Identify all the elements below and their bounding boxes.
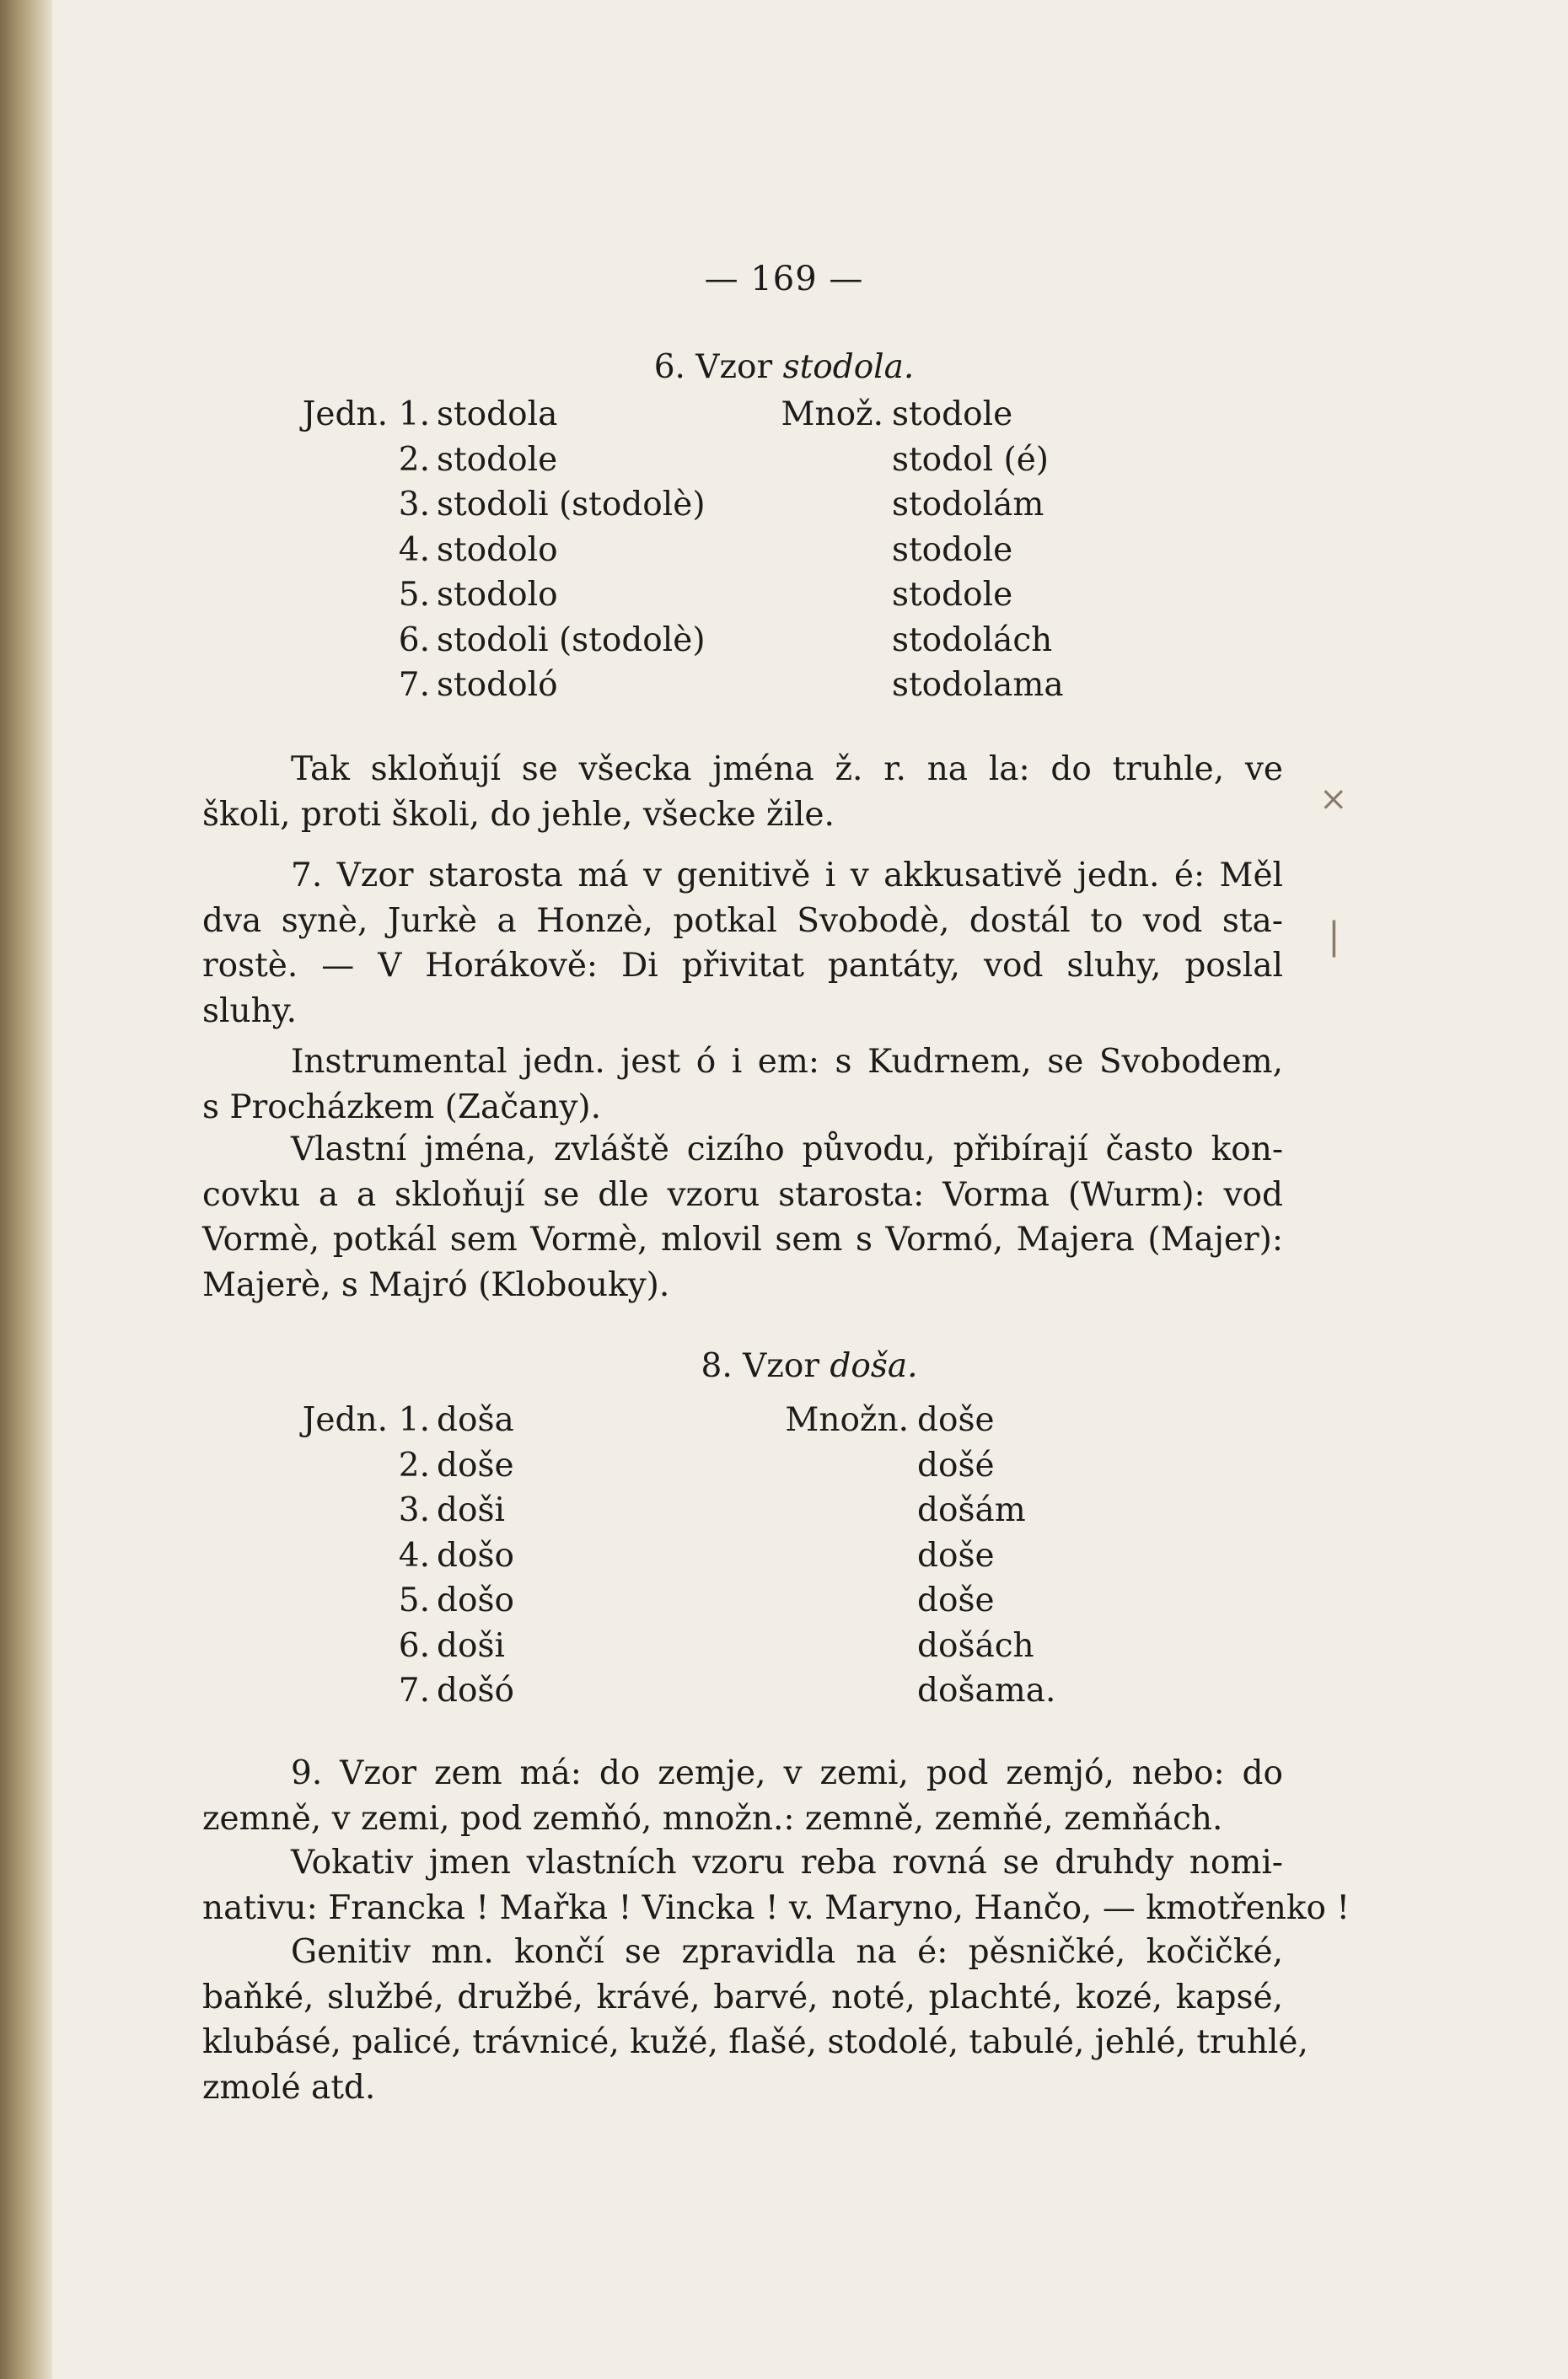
paragraph-tak bbox=[202, 747, 1283, 837]
section6-declension-table bbox=[295, 392, 1064, 708]
case-number: 4. bbox=[398, 1536, 430, 1575]
text-line: zemně, v zemi, pod zemňó, množn.: zemně, zemňé, zemňách. bbox=[202, 1799, 1223, 1838]
case-number: 3. bbox=[398, 1491, 430, 1529]
plural-form: stodole bbox=[892, 530, 1013, 569]
table-row bbox=[295, 1668, 1055, 1714]
singular-form: stodole bbox=[437, 440, 558, 479]
table-row bbox=[295, 1488, 1055, 1533]
singular-form: stodola bbox=[437, 395, 558, 433]
singular-form: došó bbox=[437, 1672, 514, 1710]
singular-form: stodolo bbox=[437, 576, 558, 614]
text-line: Vokativ jmen vlastních vzoru reba rovná se druhdy nomi- bbox=[291, 1844, 1283, 1882]
text-line: 9. Vzor zem má: do zemje, v zemi, pod zemjó, nebo: do bbox=[291, 1754, 1283, 1792]
case-number: 4. bbox=[398, 530, 430, 569]
text-line: školi, proti školi, do jehle, všecke žile. bbox=[202, 795, 835, 834]
plural-form: stodolama bbox=[892, 666, 1064, 704]
paragraph-vlastni bbox=[202, 1127, 1283, 1308]
table-row bbox=[295, 1443, 1055, 1489]
case-number: 5. bbox=[398, 576, 430, 614]
plural-form: stodol (é) bbox=[892, 440, 1049, 479]
text-line: baňké, službé, družbé, krávé, barvé, noté, plachté, kozé, kapsé, bbox=[202, 1978, 1283, 2017]
plural-form: stodole bbox=[892, 395, 1013, 433]
case-number: 1. bbox=[398, 1401, 430, 1439]
singular-form: stodoli (stodolè) bbox=[437, 620, 706, 659]
case-number: 6. bbox=[398, 1626, 430, 1665]
label-singular: Jedn. bbox=[302, 395, 388, 433]
label-singular: Jedn. bbox=[302, 1401, 388, 1439]
singular-form: došo bbox=[437, 1536, 514, 1575]
table-row bbox=[295, 528, 1064, 573]
table-row bbox=[295, 572, 1064, 618]
singular-form: stodoli (stodolè) bbox=[437, 486, 706, 524]
singular-form: stodolo bbox=[437, 530, 558, 569]
table-row bbox=[295, 618, 1064, 663]
paragraph-instrumental bbox=[202, 1039, 1283, 1130]
plural-form: došám bbox=[917, 1491, 1026, 1529]
singular-form: doši bbox=[437, 1491, 505, 1529]
text-line: nativu: Francka ! Mařka ! Vincka ! v. Maryno, Hančo, — kmotřenko ! bbox=[202, 1888, 1351, 1927]
text-line: Majerè, s Majró (Klobouky). bbox=[202, 1265, 670, 1304]
text-line: klubásé, palicé, trávnicé, kužé, flašé, stodolé, tabulé, jehlé, truhlé, bbox=[202, 2023, 1308, 2061]
plural-form: došama. bbox=[917, 1672, 1056, 1710]
text-line: Vlastní jména, zvláště cizího původu, přibírají často kon- bbox=[291, 1130, 1283, 1168]
case-number: 3. bbox=[398, 486, 430, 524]
section8-heading bbox=[25, 1347, 1568, 1385]
table-row bbox=[295, 438, 1064, 483]
text-line: dva synè, Jurkè a Honzè, potkal Svobodè, dostál to vod sta- bbox=[202, 901, 1283, 940]
text-line: 7. Vzor starosta má v genitivě i v akkusativě jedn. é: Měl bbox=[291, 857, 1283, 894]
plural-form: stodole bbox=[892, 576, 1013, 614]
text-line: Vormè, potkál sem Vormè, mlovil sem s Vormó, Majera (Majer): bbox=[202, 1221, 1283, 1259]
section8-heading-prefix: 8. Vzor bbox=[701, 1347, 819, 1385]
table-row bbox=[295, 482, 1064, 528]
table-row bbox=[295, 1398, 1055, 1443]
section6-heading-prefix: 6. Vzor bbox=[653, 348, 773, 386]
case-number: 2. bbox=[398, 1446, 430, 1485]
table-row bbox=[295, 663, 1064, 708]
section6-heading-word: stodola. bbox=[782, 348, 915, 386]
paragraph-vokativ bbox=[202, 1840, 1351, 1931]
case-number: 7. bbox=[398, 1672, 430, 1710]
singular-form: stodoló bbox=[437, 666, 558, 704]
section8-heading-word: doša. bbox=[830, 1347, 918, 1385]
page-number: — 169 — bbox=[704, 260, 864, 298]
text-line: s Procházkem (Začany). bbox=[202, 1087, 602, 1126]
singular-form: došo bbox=[437, 1582, 514, 1619]
case-number: 2. bbox=[398, 440, 430, 479]
paragraph-zem bbox=[202, 1751, 1283, 1841]
plural-form: došách bbox=[917, 1626, 1034, 1665]
text-line: rostè. — V Horákově: Di přivitat pantáty, vod sluhy, poslal bbox=[202, 947, 1283, 985]
singular-form: doše bbox=[437, 1446, 514, 1485]
case-number: 6. bbox=[398, 620, 430, 659]
text-line: Genitiv mn. končí se zpravidla na é: pěsničké, kočičké, bbox=[291, 1933, 1283, 1971]
case-number: 5. bbox=[398, 1582, 430, 1619]
plural-form: doše bbox=[917, 1582, 995, 1619]
paragraph-vzor7 bbox=[202, 853, 1283, 1034]
text-line: covku a a skloňují se dle vzoru starosta: Vorma (Wurm): vod bbox=[202, 1175, 1283, 1214]
label-plural: Množn. bbox=[785, 1401, 909, 1439]
plural-form: došé bbox=[917, 1446, 995, 1485]
singular-form: doša bbox=[437, 1401, 514, 1439]
paragraph-genitiv bbox=[202, 1930, 1308, 2110]
case-number: 7. bbox=[398, 666, 430, 704]
plural-form: stodolám bbox=[892, 486, 1044, 524]
plural-form: doše bbox=[917, 1536, 995, 1575]
case-number: 1. bbox=[398, 395, 430, 433]
plural-form: doše bbox=[917, 1401, 995, 1439]
section8-declension-table bbox=[295, 1398, 1055, 1714]
text-line: Instrumental jedn. jest ó i em: s Kudrnem, se Svobodem, bbox=[291, 1043, 1283, 1081]
pencil-mark: × bbox=[1319, 780, 1348, 819]
label-plural: Množ. bbox=[781, 395, 883, 433]
table-row bbox=[295, 1624, 1055, 1669]
text-line: zmolé atd. bbox=[202, 2068, 376, 2107]
text-line: Tak skloňují se všecka jména ž. r. na la: do truhle, ve bbox=[291, 750, 1283, 788]
text-line: sluhy. bbox=[202, 991, 297, 1030]
pencil-mark: | bbox=[1328, 915, 1340, 958]
section6-heading bbox=[0, 348, 1568, 386]
table-row bbox=[295, 1578, 1055, 1624]
table-row bbox=[295, 1533, 1055, 1579]
singular-form: doši bbox=[437, 1626, 505, 1665]
table-row bbox=[295, 392, 1064, 438]
plural-form: stodolách bbox=[892, 620, 1053, 659]
